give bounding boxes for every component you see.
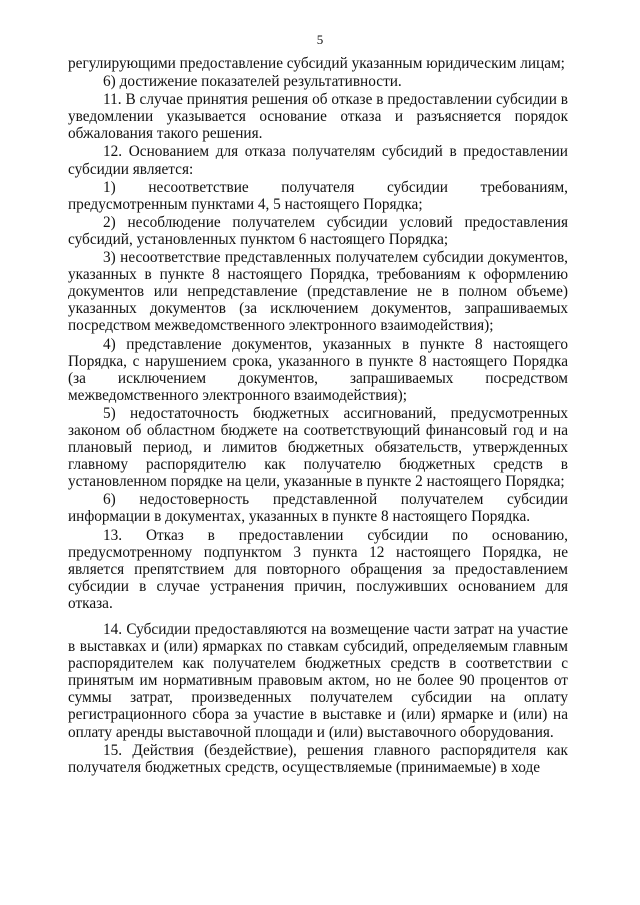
paragraph-item-6: 6) достижение показателей результативности.: [103, 73, 402, 91]
body-text: [68, 55, 568, 777]
paragraph-12-item-2: 2) несоблюдение получателем субсидии условий предоставления субсидий, установленных пунктом 6 настоящего Порядка;: [68, 213, 568, 248]
paragraph-12: 12. Основанием для отказа получателям субсидий в предоставлении субсидии является:: [68, 143, 568, 178]
paragraph-11: 11. В случае принятия решения об отказе в предоставлении субсидии в уведомлении указывается основание отказа и разъясняется порядок обжалования такого решения.: [68, 91, 568, 143]
paragraph-continuation: регулирующими предоставление субсидий указанным юридическим лицам;: [68, 55, 565, 72]
paragraph-12-item-4: 4) представление документов, указанных в пункте 8 настоящего Порядка, с нарушением срока, указанного в пункте 8 настоящего Порядка (за исключением документов, запрашиваемых посредством межведомственного электронного взаимодействия);: [68, 335, 568, 404]
paragraph-12-item-1: 1) несоответствие получателя субсидии требованиям, предусмотренным пунктами 4, 5 настоящего Порядка;: [68, 178, 568, 213]
paragraph-14: 14. Субсидии предоставляются на возмещение части затрат на участие в выставках и (или) ярмарках по ставкам субсидий, определяемым главным распорядителем как получателем бюджетных средств в соответствии с принятым им нормативным правовым актом, но не более 90 процентов от суммы затрат, произведенных получателем субсидии на оплату регистрационного сбора за участие в выставке и (или) ярмарке и (или) на оплату аренды выставочной площади и (или) выставочного оборудования.: [68, 621, 568, 741]
paragraph-12-item-6: 6) недостоверность представленной получателем субсидии информации в документах, указанных в пункте 8 настоящего Порядка.: [68, 491, 568, 526]
paragraph-13: 13. Отказ в предоставлении субсидии по основанию, предусмотренному подпунктом 3 пункта 12 настоящего Порядка, не является препятствием для повторного обращения за предоставлением субсидии в случае устранения причин, послуживших основанием для отказа.: [68, 526, 568, 612]
paragraph-15: 15. Действия (бездействие), решения главного распорядителя как получателя бюджетных средств, осуществляемые (принимаемые) в ходе: [68, 741, 568, 776]
paragraph-12-item-5: 5) недостаточность бюджетных ассигнований, предусмотренных законом об областном бюджете на соответствующий финансовый год и на плановый период, и лимитов бюджетных обязательств, утвержденных главному распорядителю как получателю бюджетных средств в установленном порядке на цели, указанные в пункте 2 настоящего Порядка;: [68, 404, 568, 491]
paragraph-12-item-3: 3) несоответствие представленных получателем субсидии документов, указанных в пункте 8 настоящего Порядка, требованиям к оформлению документов или непредставление (представление не в полном объеме) указанных документов (за исключением документов, запрашиваемых посредством межведомственного электронного взаимодействия);: [68, 249, 568, 335]
page-number: 5: [316, 32, 324, 47]
